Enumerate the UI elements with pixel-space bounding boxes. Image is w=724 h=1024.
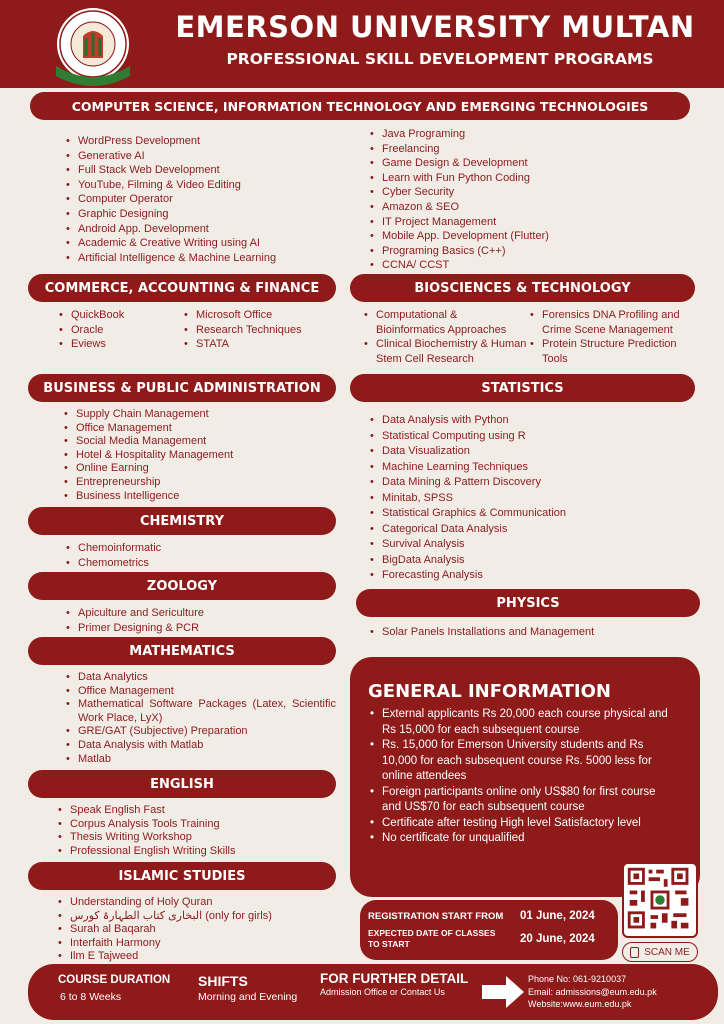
- list-item: • Chemometrics: [64, 556, 324, 571]
- list-item: • Primer Designing & PCR: [64, 621, 324, 636]
- registration-start-label: REGISTRATION START FROM: [368, 911, 504, 922]
- shifts-value: Morning and Evening: [198, 991, 298, 1003]
- scan-me-label: SCAN ME: [644, 946, 690, 958]
- list-item: • Game Design & Development: [368, 156, 668, 171]
- list-item: • Corpus Analysis Tools Training: [56, 818, 326, 832]
- list-item: • Computer Operator: [64, 192, 354, 207]
- list-item: • STATA: [182, 337, 332, 352]
- list-item: • IT Project Management: [368, 215, 668, 230]
- list-item: • Interfaith Harmony: [56, 937, 326, 951]
- list-item: • Generative AI: [64, 149, 354, 164]
- list-item: • Understanding of Holy Quran: [56, 896, 326, 910]
- list-item: • Clinical Biochemistry & Human Stem Cell Research: [362, 337, 527, 366]
- shifts-label: SHIFTS: [198, 973, 248, 989]
- list-item: • Online Earning: [62, 462, 332, 476]
- list-item: • Chemoinformatic: [64, 541, 324, 556]
- list-item: • BigData Analysis: [368, 553, 688, 569]
- general-info-panel: [350, 657, 700, 897]
- duration-value: 6 to 8 Weeks: [60, 991, 122, 1003]
- section-heading-zoology: ZOOLOGY: [28, 572, 336, 600]
- list-item: • Freelancing: [368, 142, 668, 157]
- footer-bar: [28, 964, 718, 1020]
- section-heading-chemistry: CHEMISTRY: [28, 507, 336, 535]
- zoology-list: [64, 606, 324, 635]
- list-item: • Android App. Development: [64, 222, 354, 237]
- detail-value: Admission Office or Contact Us: [320, 987, 445, 997]
- detail-label: FOR FURTHER DETAIL: [320, 971, 469, 986]
- section-heading-commerce: COMMERCE, ACCOUNTING & FINANCE: [28, 274, 336, 302]
- scan-me-badge: [622, 942, 698, 962]
- list-item: • Academic & Creative Writing using AI: [64, 236, 354, 251]
- list-item: • Protein Structure Prediction Tools: [528, 337, 698, 366]
- list-item: • Categorical Data Analysis: [368, 522, 688, 538]
- list-item: • Microsoft Office: [182, 308, 332, 323]
- list-item: • Speak English Fast: [56, 804, 326, 818]
- list-item: • Minitab, SPSS: [368, 491, 688, 507]
- list-item: • Thesis Writing Workshop: [56, 831, 326, 845]
- list-item: • Mathematical Software Packages (Latex, Scientific Work Place, LyX): [64, 698, 336, 725]
- list-item: • Certificate after testing High level Satisfactory level: [368, 816, 668, 832]
- section-heading-cs: COMPUTER SCIENCE, INFORMATION TECHNOLOGY AND EMERGING TECHNOLOGIES: [30, 92, 690, 120]
- list-item: • Supply Chain Management: [62, 408, 332, 422]
- statistics-list: [368, 413, 688, 584]
- list-item: • Apiculture and Sericulture: [64, 606, 324, 621]
- list-item: • Social Media Management: [62, 435, 332, 449]
- list-item: • Survival Analysis: [368, 537, 688, 553]
- list-item: • Foreign participants online only US$80 for first course and US$70 for each subsequent course: [368, 785, 668, 816]
- commerce-list-1: [57, 308, 172, 352]
- business-list: [62, 408, 332, 503]
- list-item: • Entrepreneurship: [62, 476, 332, 490]
- list-item: • Forecasting Analysis: [368, 568, 688, 584]
- list-item: • Rs. 15,000 for Emerson University students and Rs 10,000 for each subsequent course Rs. 5000 less for online attendees: [368, 738, 668, 785]
- list-item: • Programing Basics (C++): [368, 244, 668, 259]
- list-item: • Statistical Computing using R: [368, 429, 688, 445]
- classes-start-date: 20 June, 2024: [520, 933, 595, 945]
- list-item: • Mobile App. Development (Flutter): [368, 229, 668, 244]
- list-item: • Machine Learning Techniques: [368, 460, 688, 476]
- registration-start-date: 01 June, 2024: [520, 910, 595, 922]
- section-heading-statistics: STATISTICS: [350, 374, 695, 402]
- list-item: • Ilm E Tajweed: [56, 950, 326, 964]
- page-title: EMERSON UNIVERSITY MULTAN: [175, 10, 695, 44]
- page-subtitle: PROFESSIONAL SKILL DEVELOPMENT PROGRAMS: [226, 50, 654, 68]
- list-item: • YouTube, Filming & Video Editing: [64, 178, 354, 193]
- list-item: • CCNA/ CCST: [368, 258, 668, 273]
- bio-list-2: [528, 308, 698, 366]
- list-item: • Surah al Baqarah: [56, 923, 326, 937]
- list-item: • Statistical Graphics & Communication: [368, 506, 688, 522]
- contact-phone: Phone No: 061-9210037: [528, 974, 627, 984]
- list-item: • Business Intelligence: [62, 490, 332, 504]
- english-list: [56, 804, 326, 858]
- header-banner: [0, 0, 724, 88]
- mathematics-list: [64, 671, 336, 766]
- list-item: • WordPress Development: [64, 134, 354, 149]
- university-logo: [50, 6, 136, 86]
- list-item: • Learn with Fun Python Coding: [368, 171, 668, 186]
- arrow-right-icon: [480, 974, 526, 1010]
- list-item: • Office Management: [64, 685, 336, 699]
- list-item: • Data Analytics: [64, 671, 336, 685]
- section-heading-mathematics: MATHEMATICS: [28, 637, 336, 665]
- list-item: • Cyber Security: [368, 185, 668, 200]
- duration-label: COURSE DURATION: [58, 974, 171, 986]
- list-item: • Solar Panels Installations and Management: [368, 625, 688, 640]
- list-item: • No certificate for unqualified: [368, 831, 668, 847]
- contact-email[interactable]: Email: admissions@eum.edu.pk: [528, 986, 657, 997]
- islamic-list: [56, 896, 326, 964]
- classes-start-label: EXPECTED DATE OF CLASSES TO START: [368, 928, 496, 949]
- general-info-heading: GENERAL INFORMATION: [368, 681, 611, 702]
- list-item: • Data Analysis with Matlab: [64, 739, 336, 753]
- list-item: • Forensics DNA Profiling and Crime Scene Management: [528, 308, 698, 337]
- list-item: • Graphic Designing: [64, 207, 354, 222]
- list-item: • البخاری کتاب الطہارۃ کورس (only for girls): [56, 910, 326, 924]
- contact-website[interactable]: Website:www.eum.edu.pk: [528, 999, 632, 1009]
- list-item: • QuickBook: [57, 308, 172, 323]
- bio-list-1: [362, 308, 527, 366]
- list-item: • Data Mining & Pattern Discovery: [368, 475, 688, 491]
- phone-icon: [630, 947, 639, 958]
- registration-box: [360, 900, 618, 960]
- cs-right-list: [368, 127, 668, 273]
- list-item: • Data Visualization: [368, 444, 688, 460]
- physics-list: [368, 625, 688, 640]
- section-heading-business: BUSINESS & PUBLIC ADMINISTRATION: [28, 374, 336, 402]
- list-item: • Research Techniques: [182, 323, 332, 338]
- chemistry-list: [64, 541, 324, 570]
- list-item: • External applicants Rs 20,000 each course physical and Rs 15,000 for each subsequent course: [368, 707, 668, 738]
- qr-code[interactable]: [622, 862, 698, 938]
- section-heading-bio: BIOSCIENCES & TECHNOLOGY: [350, 274, 695, 302]
- list-item: • Data Analysis with Python: [368, 413, 688, 429]
- list-item: • Amazon & SEO: [368, 200, 668, 215]
- list-item: • Oracle: [57, 323, 172, 338]
- section-heading-physics: PHYSICS: [356, 589, 700, 617]
- general-info-list: [368, 707, 668, 847]
- list-item: • Computational & Bioinformatics Approaches: [362, 308, 527, 337]
- list-item: • Artificial Intelligence & Machine Learning: [64, 251, 354, 266]
- commerce-list-2: [182, 308, 332, 352]
- section-heading-english: ENGLISH: [28, 770, 336, 798]
- list-item: • Eviews: [57, 337, 172, 352]
- cs-left-list: [64, 134, 354, 265]
- section-heading-islamic: ISLAMIC STUDIES: [28, 862, 336, 890]
- list-item: • Hotel & Hospitality Management: [62, 449, 332, 463]
- list-item: • Matlab: [64, 753, 336, 767]
- list-item: • Full Stack Web Development: [64, 163, 354, 178]
- list-item: • GRE/GAT (Subjective) Preparation: [64, 725, 336, 739]
- list-item: • Office Management: [62, 422, 332, 436]
- contact-block: [528, 973, 657, 1011]
- list-item: • Professional English Writing Skills: [56, 845, 326, 859]
- list-item: • Java Programing: [368, 127, 668, 142]
